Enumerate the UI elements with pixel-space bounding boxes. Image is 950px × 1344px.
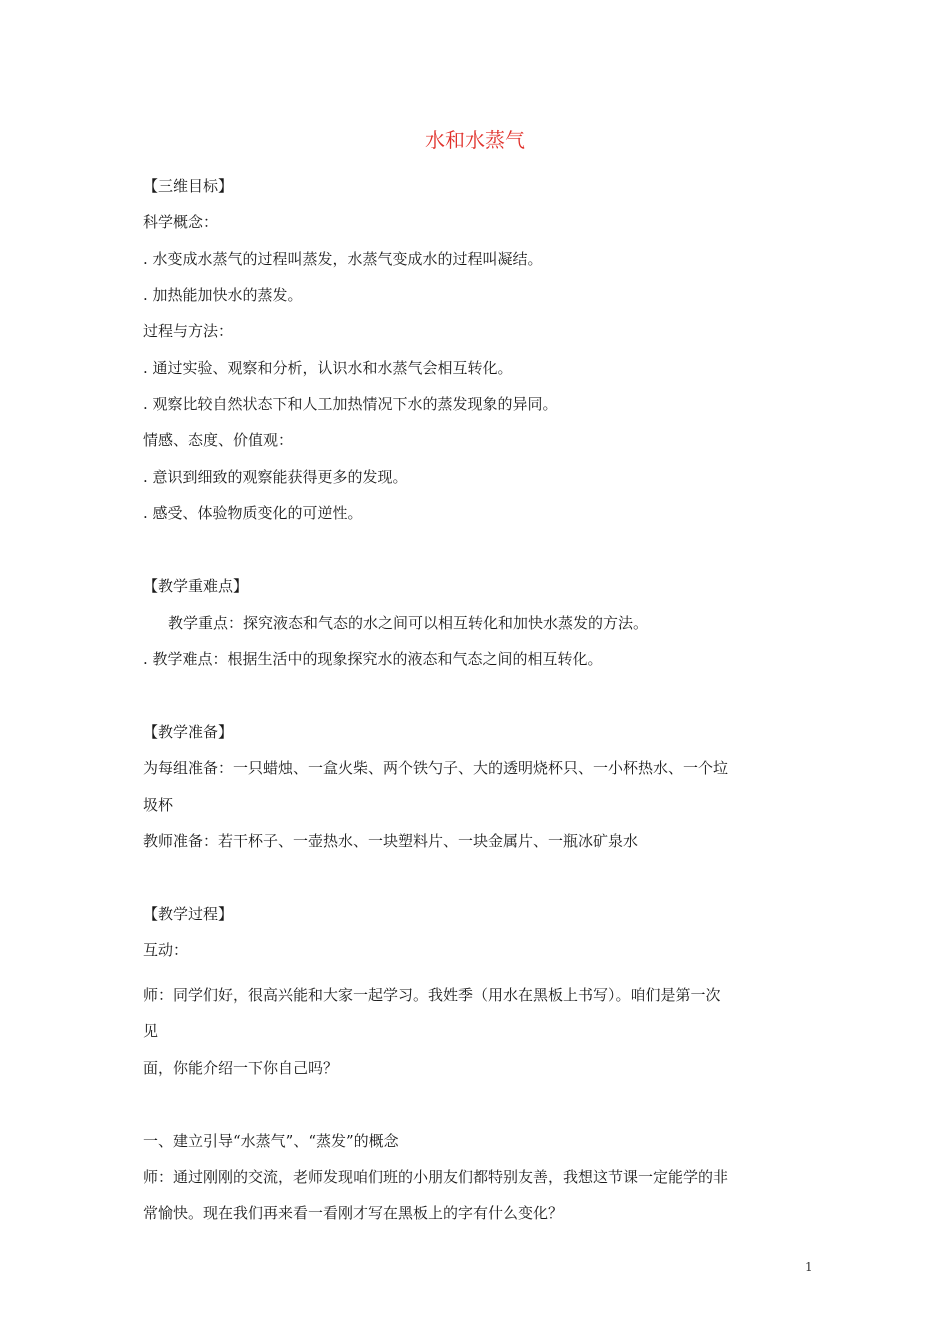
subheading-attitudes: 情感、态度、价值观： [143, 431, 294, 449]
interaction-label: 互动： [143, 941, 189, 959]
group-preparation-cont: 圾杯 [143, 796, 174, 814]
method-item-1: . 通过实验、观察和分析，认识水和水蒸气会相互转化。 [143, 359, 513, 377]
teacher-greeting-end: 面，你能介绍一下你自己吗？ [143, 1059, 339, 1077]
teacher-preparation: 教师准备：若干杯子、一壶热水、一块塑料片、一块金属片、一瓶冰矿泉水 [143, 832, 639, 850]
teacher-speech-cont: 常愉快。现在我们再来看一看刚才写在黑板上的字有什么变化？ [143, 1204, 564, 1222]
part-one-heading: 一、建立引导“水蒸气”、“蒸发”的概念 [143, 1132, 399, 1150]
group-preparation: 为每组准备：一只蜡烛、一盒火柴、两个铁勺子、大的透明烧杯只、一小杯热水、一个垃 [143, 759, 729, 777]
section-heading-preparation: 【教学准备】 [143, 723, 234, 741]
concept-item-1: . 水变成水蒸气的过程叫蒸发，水蒸气变成水的过程叫凝结。 [143, 250, 543, 268]
section-heading-key-points: 【教学重难点】 [143, 577, 249, 595]
concept-item-2: . 加热能加快水的蒸发。 [143, 286, 303, 304]
teacher-greeting: 师：同学们好，很高兴能和大家一起学习。我姓季（用水在黑板上书写）。咱们是第一次 [143, 986, 721, 1004]
section-heading-process: 【教学过程】 [143, 905, 234, 923]
document-title: 水和水蒸气 [425, 128, 525, 152]
page-number: 1 [805, 1260, 813, 1274]
subheading-methods: 过程与方法： [143, 322, 234, 340]
key-point: 教学重点：探究液态和气态的水之间可以相互转化和加快水蒸发的方法。 [168, 614, 649, 632]
section-heading-objectives: 【三维目标】 [143, 177, 234, 195]
attitude-item-1: . 意识到细致的观察能获得更多的发现。 [143, 468, 408, 486]
method-item-2: . 观察比较自然状态下和人工加热情况下水的蒸发现象的异同。 [143, 395, 558, 413]
difficult-point: . 教学难点：根据生活中的现象探究水的液态和气态之间的相互转化。 [143, 650, 603, 668]
teacher-speech: 师：通过刚刚的交流，老师发现咱们班的小朋友们都特别友善，我想这节课一定能学的非 [143, 1168, 729, 1186]
subheading-concepts: 科学概念： [143, 213, 219, 231]
attitude-item-2: . 感受、体验物质变化的可逆性。 [143, 504, 363, 522]
teacher-greeting-cont: 见 [143, 1022, 159, 1040]
